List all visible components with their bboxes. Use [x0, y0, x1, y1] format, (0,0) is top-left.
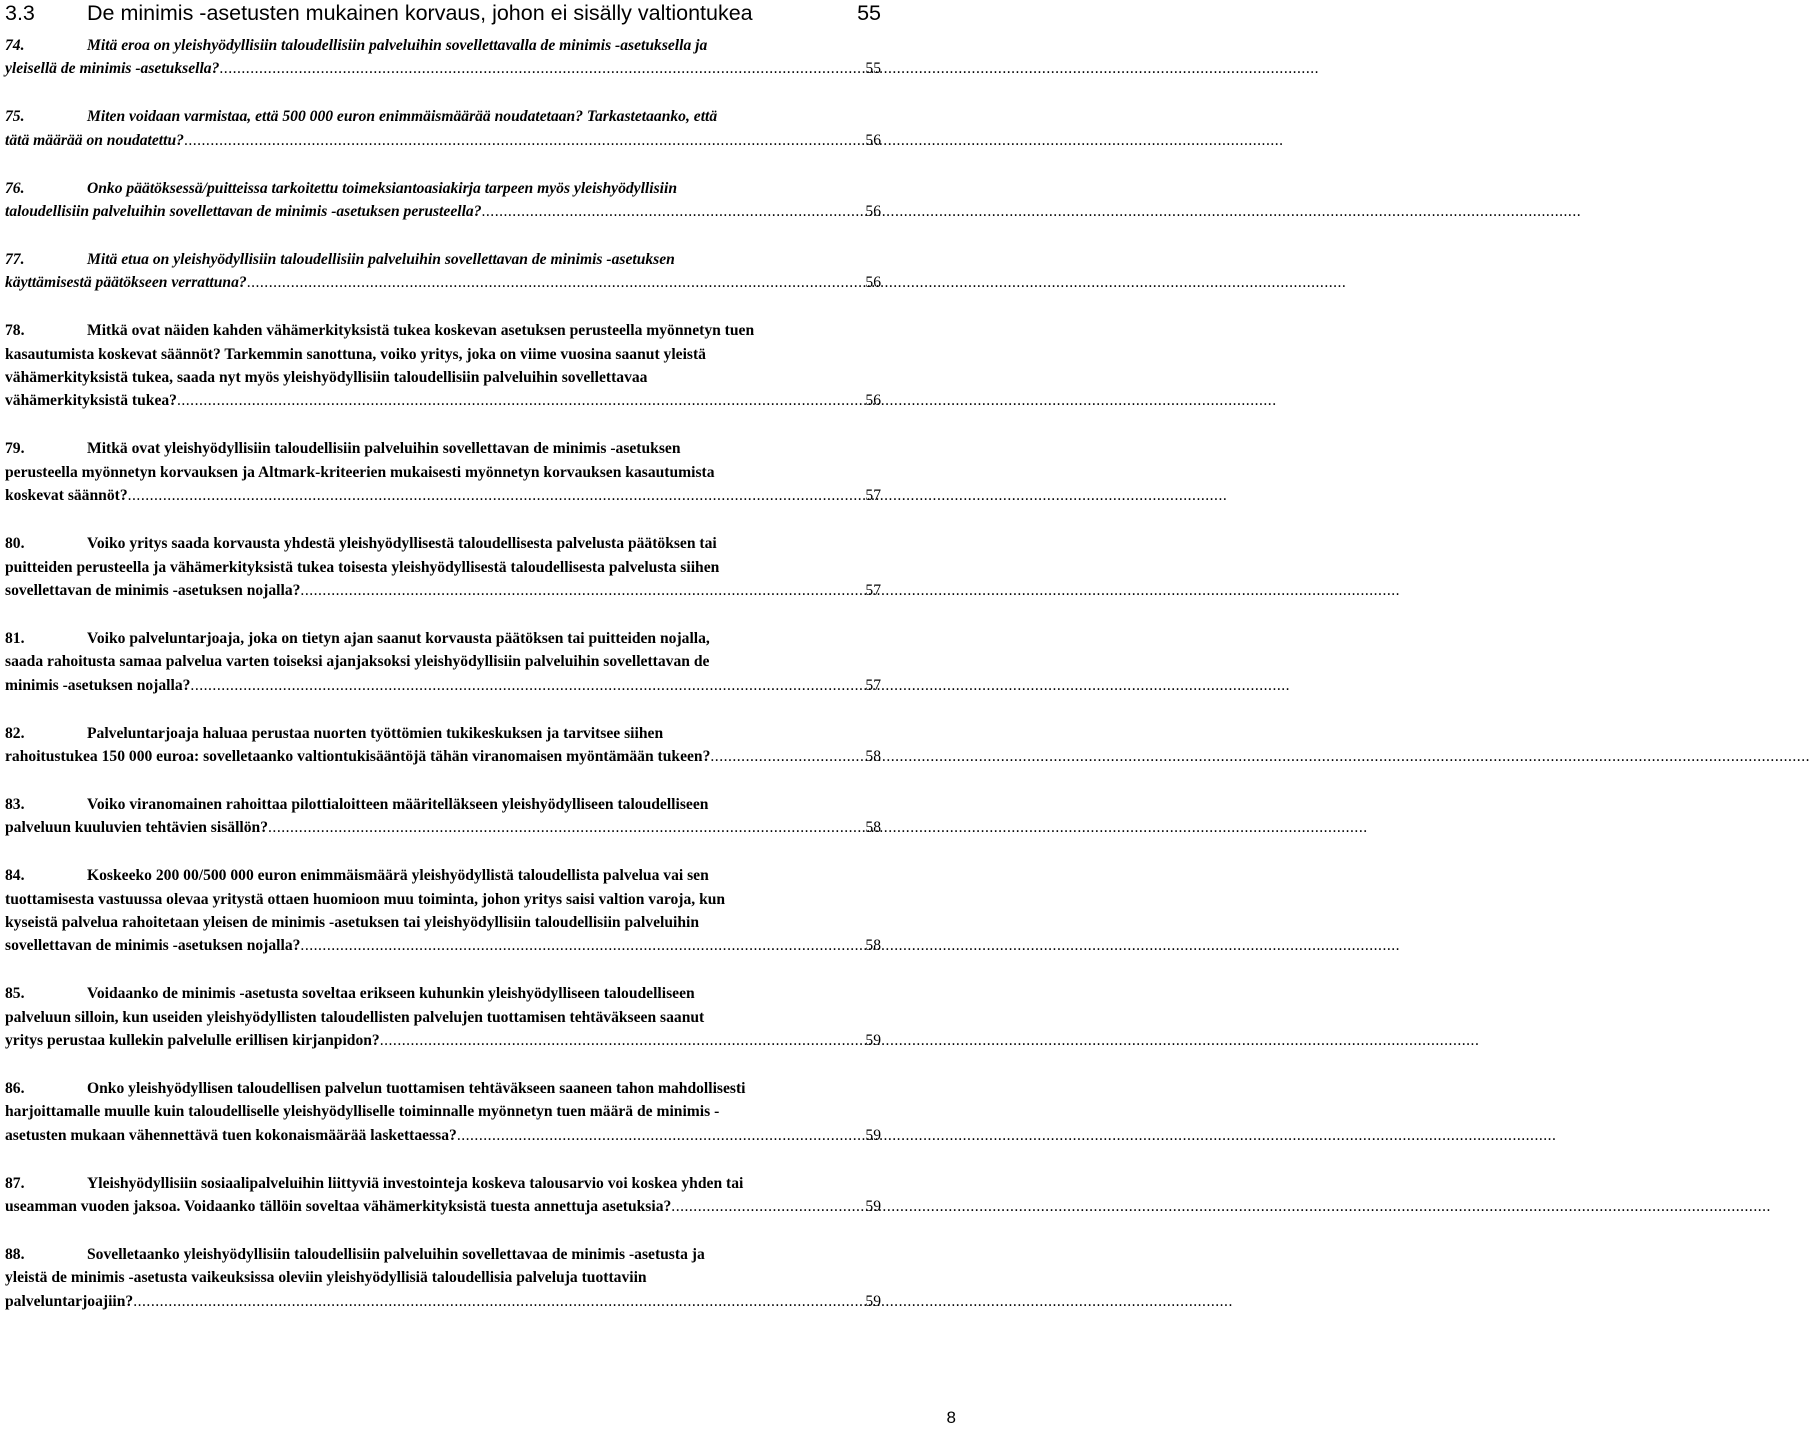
- toc-entry-text: yleistä de minimis -asetusta vaikeuksissa oleviin yleishyödyllisiä taloudellisia palveluja tuottaviin: [5, 1269, 647, 1287]
- toc-entry-text: tätä määrää on noudatettu?: [5, 131, 184, 149]
- dot-leader: [710, 745, 865, 768]
- section-number: 3.3: [5, 1, 35, 25]
- toc-entry-number: 80.: [5, 535, 25, 553]
- toc-entry-number: 81.: [5, 629, 25, 647]
- toc-entry-page: 56: [865, 131, 881, 149]
- toc-entry-text: rahoitustukea 150 000 euroa: sovelletaanko valtiontukisääntöjä tähän viranomaisen myöntämään tukeen?: [5, 747, 711, 765]
- toc-page: [5, 0, 881, 1338]
- toc-entry-page: 58: [865, 819, 881, 837]
- toc-entry-list: [5, 34, 881, 1313]
- toc-entry-text: yritys perustaa kullekin palvelulle erillisen kirjanpidon?: [5, 1032, 380, 1050]
- toc-entry-text: yleisellä de minimis -asetuksella?: [5, 60, 220, 78]
- toc-entry-number: 74.: [5, 37, 25, 54]
- toc-entry-number: 75.: [5, 108, 25, 126]
- toc-entry-page: 56: [865, 274, 881, 292]
- toc-entry-page: 56: [865, 203, 881, 221]
- toc-entry-page: 59: [865, 1032, 881, 1050]
- toc-entry-text: Voiko palveluntarjoaja, joka on tietyn ajan saanut korvausta päätöksen tai puitteiden nojalla,: [87, 629, 710, 647]
- toc-entry-text: Mitkä ovat yleishyödyllisiin taloudellisiin palveluihin sovellettavan de minimis -asetuksen: [87, 440, 681, 458]
- toc-entry-number: 77.: [5, 250, 25, 268]
- toc-entry-text: Mitkä ovat näiden kahden vähämerkityksistä tukea koskevan asetuksen perusteella myönnetyn tuen: [87, 322, 755, 340]
- toc-entry-text: Voidaanko de minimis -asetusta soveltaa erikseen kuhunkin yleishyödylliseen taloudelliseen: [87, 985, 695, 1003]
- toc-entry-text: palveluntarjoajiin?: [5, 1292, 134, 1310]
- toc-entry[interactable]: [5, 627, 881, 697]
- toc-entry-number: 84.: [5, 867, 25, 885]
- dot-leader: [268, 816, 865, 839]
- toc-entry-text: Onko päätöksessä/puitteissa tarkoitettu toimeksiantoasiakirja tarpeen myös yleishyödyllisiin: [87, 179, 678, 197]
- toc-entry-text: harjoittamalle muulle kuin taloudelliselle yleishyödylliselle toiminnalle myönnetyn tuen määrä de minimis -: [5, 1103, 720, 1121]
- dot-leader: [300, 934, 865, 957]
- toc-entry-text: vähämerkityksistä tukea?: [5, 392, 177, 410]
- toc-entry-text: Sovelletaanko yleishyödyllisiin taloudellisiin palveluihin sovellettavaa de minimis -asetusta ja: [87, 1246, 705, 1264]
- dot-leader: [300, 579, 865, 602]
- toc-entry-text: käyttämisestä päätökseen verrattuna?: [5, 274, 247, 292]
- dot-leader: [671, 1195, 865, 1218]
- toc-entry-text: minimis -asetuksen nojalla?: [5, 676, 191, 694]
- toc-entry-text: asetusten mukaan vähennettävä tuen kokonaismäärää laskettaessa?: [5, 1126, 457, 1144]
- page-number: 8: [946, 1408, 956, 1427]
- toc-entry[interactable]: [5, 982, 881, 1052]
- toc-entry[interactable]: [5, 34, 881, 81]
- toc-entry-text: tuottamisesta vastuussa olevaa yritystä ottaen huomioon muu toiminta, johon yritys saisi valtion varoja, kun: [5, 890, 726, 908]
- dot-leader: [184, 129, 865, 152]
- toc-entry-text: sovellettavan de minimis -asetuksen nojalla?: [5, 937, 301, 955]
- toc-entry-page: 59: [865, 1126, 881, 1144]
- dot-leader: [247, 271, 866, 294]
- toc-entry-text: Koskeeko 200 00/500 000 euron enimmäismäärä yleishyödyllistä taloudellista palvelua vai sen: [87, 867, 709, 885]
- toc-entry-text: perusteella myönnetyn korvauksen ja Altmark-kriteerien mukaisesti myönnetyn korvauksen kasautumista: [5, 463, 715, 481]
- toc-entry[interactable]: [5, 1243, 881, 1313]
- dot-leader: [133, 1290, 865, 1313]
- toc-entry-page: 57: [865, 581, 881, 599]
- toc-entry-text: Yleishyödyllisiin sosiaalipalveluihin liittyviä investointeja koskeva talousarvio voi koskea yhden tai: [87, 1174, 744, 1192]
- section-page-number: 55: [857, 1, 881, 25]
- toc-entry-page: 57: [865, 487, 881, 505]
- toc-entry[interactable]: [5, 1172, 881, 1219]
- toc-entry-text: sovellettavan de minimis -asetuksen nojalla?: [5, 581, 301, 599]
- toc-entry[interactable]: [5, 532, 881, 602]
- toc-entry-number: 79.: [5, 440, 25, 458]
- toc-entry-text: taloudellisiin palveluihin sovellettavan de minimis -asetuksen perusteella?: [5, 203, 482, 221]
- toc-entry-text: Mitä eroa on yleishyödyllisiin taloudellisiin palveluihin sovellettavalla de minimis -asetuksella ja: [87, 37, 708, 54]
- toc-entry-number: 88.: [5, 1246, 25, 1264]
- toc-entry-page: 59: [865, 1198, 881, 1216]
- toc-entry-number: 78.: [5, 322, 25, 340]
- toc-entry[interactable]: [5, 105, 881, 152]
- dot-leader: [457, 1124, 866, 1147]
- toc-entry-number: 87.: [5, 1174, 25, 1192]
- toc-entry-page: 59: [865, 1292, 881, 1310]
- toc-entry[interactable]: [5, 793, 881, 840]
- toc-entry-page: 56: [865, 392, 881, 410]
- dot-leader: [219, 57, 865, 80]
- dot-leader: [482, 200, 866, 223]
- toc-entry-text: vähämerkityksistä tukea, saada nyt myös yleishyödyllisiin taloudellisiin palveluihin sovellettavaa: [5, 369, 648, 387]
- toc-entry-number: 83.: [5, 795, 25, 813]
- toc-entry-text: palveluun silloin, kun useiden yleishyödyllisten taloudellisten palvelujen tuottamisen tehtäväkseen saanut: [5, 1008, 705, 1026]
- toc-entry-page: 58: [865, 747, 881, 765]
- dot-leader: [128, 484, 866, 507]
- toc-entry-page: 57: [865, 676, 881, 694]
- toc-entry-text: saada rahoitusta samaa palvelua varten toiseksi ajanjaksoksi yleishyödyllisiin palveluihin sovellettavan de: [5, 653, 710, 671]
- toc-entry[interactable]: [5, 248, 881, 295]
- toc-entry-text: kasautumista koskevat säännöt? Tarkemmin sanottuna, voiko yritys, joka on viime vuosina saanut yleistä: [5, 345, 706, 363]
- toc-entry[interactable]: [5, 437, 881, 507]
- toc-entry-text: Voiko yritys saada korvausta yhdestä yleishyödyllisestä taloudellisesta palvelusta päätöksen tai: [87, 535, 717, 553]
- toc-entry-text: palveluun kuuluvien tehtävien sisällön?: [5, 819, 269, 837]
- toc-entry-page: 58: [865, 937, 881, 955]
- toc-entry[interactable]: [5, 722, 881, 769]
- toc-entry-number: 82.: [5, 724, 25, 742]
- toc-entry-text: koskevat säännöt?: [5, 487, 128, 505]
- toc-section-heading[interactable]: [5, 0, 881, 34]
- toc-entry[interactable]: [5, 1077, 881, 1147]
- toc-entry-text: Voiko viranomainen rahoittaa pilottialoitteen määritelläkseen yleishyödylliseen taloudelliseen: [87, 795, 709, 813]
- dot-leader: [177, 389, 865, 412]
- toc-entry-text: Mitä etua on yleishyödyllisiin taloudellisiin palveluihin sovellettavan de minimis -asetuksen: [87, 250, 675, 268]
- toc-entry-text: kyseistä palvelua rahoitetaan yleisen de minimis -asetuksen tai yleishyödyllisiin taloudellisiin palveluihin: [5, 913, 700, 931]
- toc-entry-text: useamman vuoden jaksoa. Voidaanko tällöin soveltaa vähämerkityksistä tuesta annettuja asetuksia?: [5, 1198, 672, 1216]
- toc-entry-text: puitteiden perusteella ja vähämerkityksistä tukea toisesta yleishyödyllisestä taloudellisesta palvelusta siihen: [5, 558, 720, 576]
- toc-entry-page: 55: [865, 60, 881, 78]
- toc-entry-number: 85.: [5, 985, 25, 1003]
- toc-entry-text: Miten voidaan varmistaa, että 500 000 euron enimmäismäärää noudatetaan? Tarkastetaanko, että: [87, 108, 718, 126]
- toc-entry-text: Palveluntarjoaja haluaa perustaa nuorten työttömien tukikeskuksen ja tarvitsee siihen: [87, 724, 664, 742]
- toc-entry[interactable]: [5, 319, 881, 413]
- toc-entry-number: 76.: [5, 179, 25, 197]
- toc-entry-text: Onko yleishyödyllisen taloudellisen palvelun tuottamisen tehtäväkseen saaneen tahon mahdollisesti: [87, 1080, 746, 1097]
- toc-entry[interactable]: [5, 864, 881, 958]
- toc-entry-number: 86.: [5, 1080, 25, 1097]
- dot-leader: [380, 1029, 866, 1052]
- section-title: De minimis -asetusten mukainen korvaus, johon ei sisälly valtiontukea: [87, 1, 753, 25]
- toc-entry[interactable]: [5, 177, 881, 224]
- dot-leader: [190, 674, 865, 697]
